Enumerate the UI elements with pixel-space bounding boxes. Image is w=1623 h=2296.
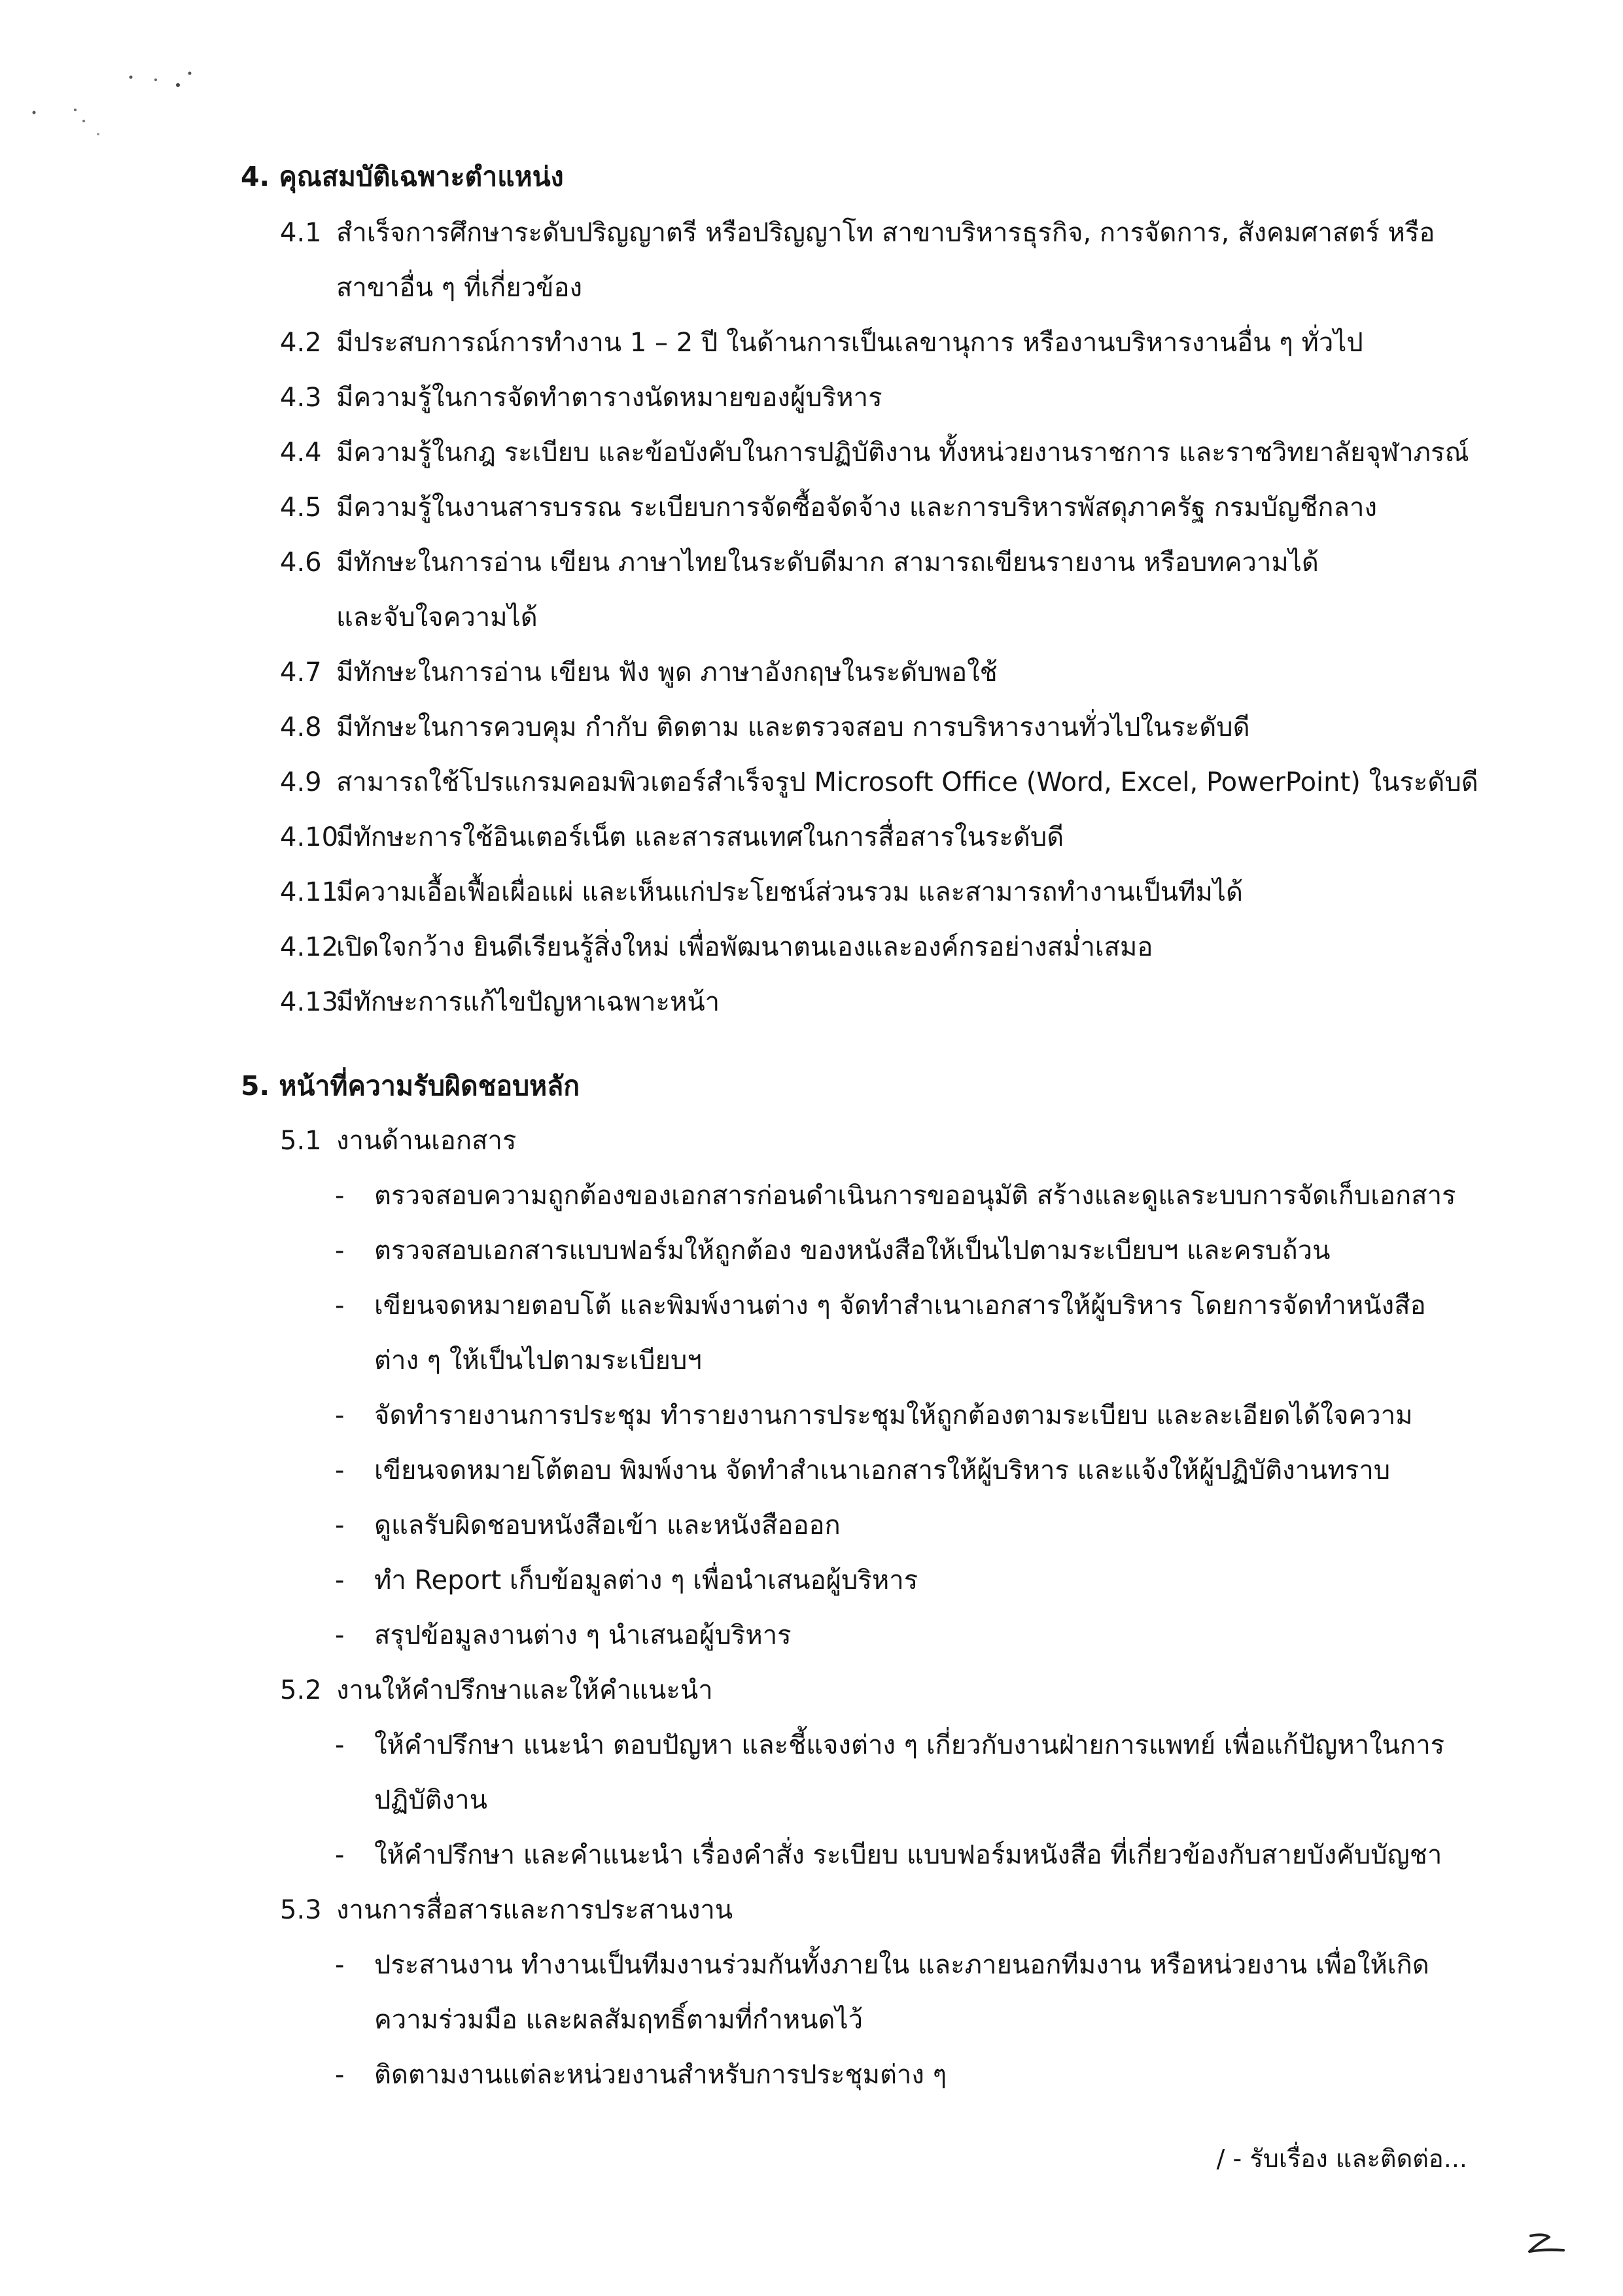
item-text: มีทักษะการแก้ไขปัญหาเฉพาะหน้า (336, 987, 720, 1017)
item-text: สาขาอื่น ๆ ที่เกี่ยวข้อง (336, 273, 583, 303)
bullet-dash: - (335, 1236, 345, 1266)
bullet-text: ดูแลรับผิดชอบหนังสือเข้า และหนังสือออก (374, 1510, 841, 1540)
section-4-heading: 4. คุณสมบัติเฉพาะตำแหน่ง (241, 161, 564, 192)
item-text: มีทักษะในการอ่าน เขียน ภาษาไทยในระดับดีมาก สามารถเขียนรายงาน หรือบทความได้ (336, 548, 1319, 578)
bullet-dash: - (335, 1730, 345, 1760)
page-continuation-text: / - รับเรื่อง และติดต่อ... (1216, 2144, 1467, 2173)
bullet-dash: - (335, 1950, 345, 1980)
bullet-dash: - (335, 1840, 345, 1870)
item-text: มีความรู้ในกฎ ระเบียบ และข้อบังคับในการปฏิบัติงาน ทั้งหน่วยงานราชการ และราชวิทยาลัยจุฬาภรณ์ (336, 438, 1469, 468)
bullet-dash: - (335, 1400, 345, 1431)
item-number: 4.1 (280, 218, 322, 248)
item-text: มีความรู้ในงานสารบรรณ ระเบียบการจัดซื้อจัดจ้าง และการบริหารพัสดุภาครัฐ กรมบัญชีกลาง (336, 493, 1377, 523)
bullet-text: ตรวจสอบความถูกต้องของเอกสารก่อนดำเนินการขออนุมัติ สร้างและดูแลระบบการจัดเก็บเอกสาร (374, 1181, 1456, 1211)
item-text: สามารถใช้โปรแกรมคอมพิวเตอร์สำเร็จรูป Microsoft Office (Word, Excel, PowerPoint) ในระดับดี (336, 767, 1478, 797)
subsection-number: 5.2 (280, 1675, 322, 1705)
bullet-dash: - (335, 1455, 345, 1486)
item-text: มีความเอื้อเฟื้อเผื่อแผ่ และเห็นแก่ประโยชน์ส่วนรวม และสามารถทำงานเป็นทีมได้ (336, 877, 1243, 907)
item-number: 4.4 (280, 438, 322, 468)
bullet-text: ความร่วมมือ และผลสัมฤทธิ์ตามที่กำหนดไว้ (374, 2005, 864, 2035)
bullet-dash: - (335, 1181, 345, 1211)
item-number: 4.5 (280, 493, 322, 523)
section-5-heading: 5. หน้าที่ความรับผิดชอบหลัก (241, 1070, 580, 1102)
bullet-text: ทำ Report เก็บข้อมูลต่าง ๆ เพื่อนำเสนอผู้บริหาร (374, 1565, 918, 1595)
handwritten-mark-icon (1524, 2231, 1570, 2263)
item-text: มีทักษะในการควบคุม กำกับ ติดตาม และตรวจสอบ การบริหารงานทั่วไปในระดับดี (336, 712, 1250, 742)
item-text: และจับใจความได้ (336, 602, 538, 633)
scan-specks-decoration (26, 59, 209, 144)
bullet-text: ตรวจสอบเอกสารแบบฟอร์มให้ถูกต้อง ของหนังสือให้เป็นไปตามระเบียบฯ และครบถ้วน (374, 1236, 1331, 1266)
bullet-text: เขียนจดหมายตอบโต้ และพิมพ์งานต่าง ๆ จัดทำสำเนาเอกสารให้ผู้บริหาร โดยการจัดทำหนังสือ (374, 1291, 1426, 1321)
bullet-text: ให้คำปรึกษา และคำแนะนำ เรื่องคำสั่ง ระเบียบ แบบฟอร์มหนังสือ ที่เกี่ยวข้องกับสายบังคับบัญชา (374, 1840, 1442, 1870)
item-number: 4.8 (280, 712, 322, 742)
bullet-dash: - (335, 1291, 345, 1321)
bullet-dash: - (335, 2060, 345, 2090)
item-text: เปิดใจกว้าง ยินดีเรียนรู้สิ่งใหม่ เพื่อพัฒนาตนเองและองค์กรอย่างสม่ำเสมอ (336, 932, 1153, 962)
item-number: 4.2 (280, 328, 322, 358)
item-text: มีความรู้ในการจัดทำตารางนัดหมายของผู้บริหาร (336, 383, 882, 413)
item-number: 4.10 (280, 822, 339, 852)
subsection-title: งานให้คำปรึกษาและให้คำแนะนำ (336, 1675, 713, 1705)
subsection-title: งานการสื่อสารและการประสานงาน (336, 1895, 733, 1925)
bullet-dash: - (335, 1510, 345, 1540)
bullet-text: ปฏิบัติงาน (374, 1785, 487, 1815)
item-number: 4.11 (280, 877, 339, 907)
subsection-number: 5.1 (280, 1126, 322, 1156)
bullet-text: จัดทำรายงานการประชุม ทำรายงานการประชุมให้ถูกต้องตามระเบียบ และละเอียดได้ใจความ (374, 1400, 1413, 1431)
item-number: 4.3 (280, 383, 322, 413)
item-number: 4.12 (280, 932, 339, 962)
item-number: 4.7 (280, 657, 322, 687)
item-text: สำเร็จการศึกษาระดับปริญญาตรี หรือปริญญาโท สาขาบริหารธุรกิจ, การจัดการ, สังคมศาสตร์ หรือ (336, 218, 1435, 248)
item-number: 4.9 (280, 767, 322, 797)
item-number: 4.6 (280, 548, 322, 578)
bullet-text: ประสานงาน ทำงานเป็นทีมงานร่วมกันทั้งภายใน และภายนอกทีมงาน หรือหน่วยงาน เพื่อให้เกิด (374, 1950, 1429, 1980)
item-text: มีทักษะในการอ่าน เขียน ฟัง พูด ภาษาอังกฤษในระดับพอใช้ (336, 657, 998, 687)
bullet-dash: - (335, 1620, 345, 1650)
bullet-text: เขียนจดหมายโต้ตอบ พิมพ์งาน จัดทำสำเนาเอกสารให้ผู้บริหาร และแจ้งให้ผู้ปฏิบัติงานทราบ (374, 1455, 1391, 1486)
bullet-text: ต่าง ๆ ให้เป็นไปตามระเบียบฯ (374, 1346, 702, 1376)
bullet-text: ให้คำปรึกษา แนะนำ ตอบปัญหา และชี้แจงต่าง ๆ เกี่ยวกับงานฝ่ายการแพทย์ เพื่อแก้ปัญหาในการ (374, 1730, 1445, 1760)
item-text: มีประสบการณ์การทำงาน 1 – 2 ปี ในด้านการเป็นเลขานุการ หรืองานบริหารงานอื่น ๆ ทั่วไป (336, 328, 1363, 358)
item-number: 4.13 (280, 987, 339, 1017)
item-text: มีทักษะการใช้อินเตอร์เน็ต และสารสนเทศในการสื่อสารในระดับดี (336, 822, 1064, 852)
bullet-dash: - (335, 1565, 345, 1595)
subsection-number: 5.3 (280, 1895, 322, 1925)
bullet-text: สรุปข้อมูลงานต่าง ๆ นำเสนอผู้บริหาร (374, 1620, 792, 1650)
bullet-text: ติดตามงานแต่ละหน่วยงานสำหรับการประชุมต่าง ๆ (374, 2060, 947, 2090)
subsection-title: งานด้านเอกสาร (336, 1126, 517, 1156)
